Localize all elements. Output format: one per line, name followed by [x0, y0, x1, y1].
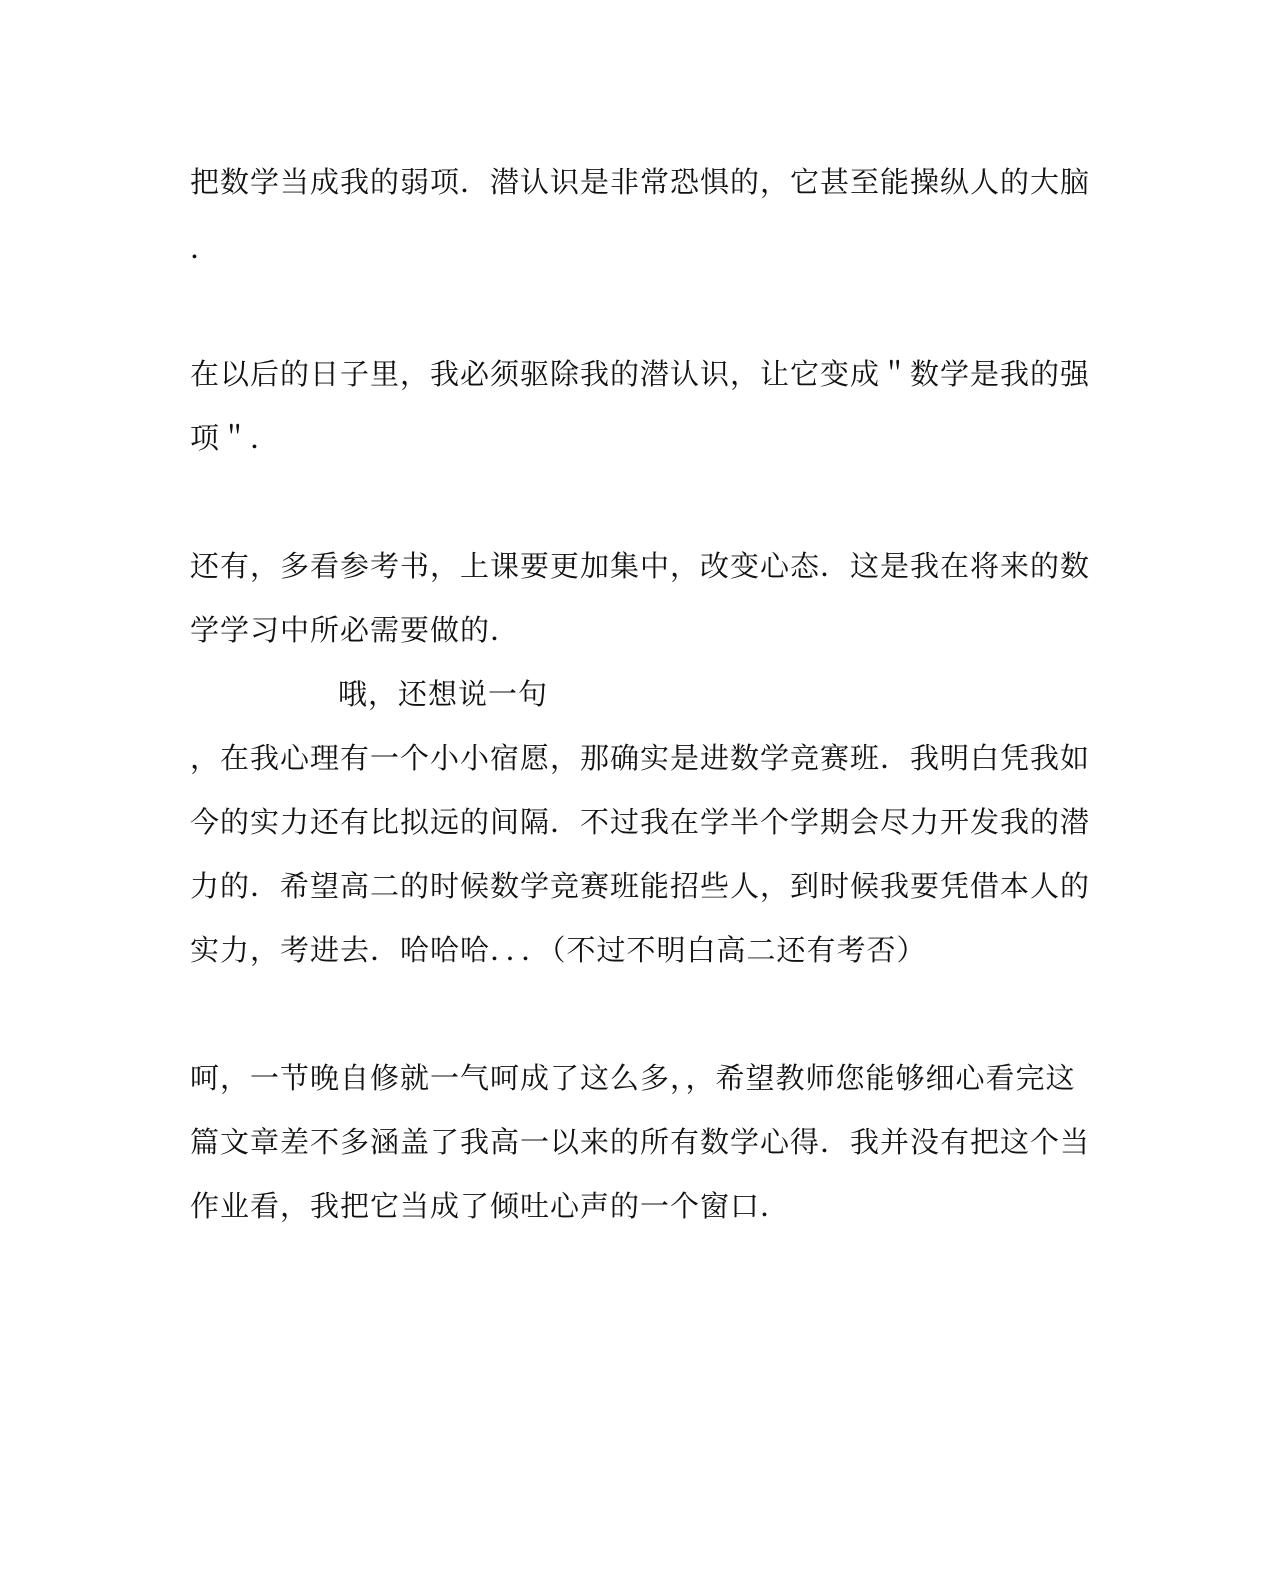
text-line: ，在我心理有一个小小宿愿，那确实是进数学竞赛班．我明白凭我如 [190, 741, 1091, 775]
text-line: 力的．希望高二的时候数学竞赛班能招些人，到时候我要凭借本人的 [190, 869, 1091, 903]
text-line: 项＂． [190, 421, 281, 455]
text-line: ． [190, 231, 221, 265]
text-line: 哦，还想说一句 [338, 677, 549, 711]
text-line: 把数学当成我的弱项．潜认识是非常恐惧的，它甚至能操纵人的大脑 [190, 165, 1091, 199]
text-line: 呵，一节晚自修就一气呵成了这么多，，希望教师您能够细心看完这 [190, 1061, 1076, 1095]
text-line: 还有，多看参考书，上课要更加集中，改变心态．这是我在将来的数 [190, 549, 1091, 583]
text-line: 篇文章差不多涵盖了我高一以来的所有数学心得．我并没有把这个当 [190, 1125, 1091, 1159]
text-line: 今的实力还有比拟远的间隔．不过我在学半个学期会尽力开发我的潜 [190, 805, 1091, 839]
text-line: 作业看，我把它当成了倾吐心声的一个窗口． [190, 1189, 791, 1223]
text-line: 学学习中所必需要做的． [190, 613, 521, 647]
text-line: 实力，考进去．哈哈哈．．．（不过不明白高二还有考否） [190, 933, 927, 967]
text-line: 在以后的日子里，我必须驱除我的潜认识，让它变成＂数学是我的强 [190, 357, 1091, 391]
